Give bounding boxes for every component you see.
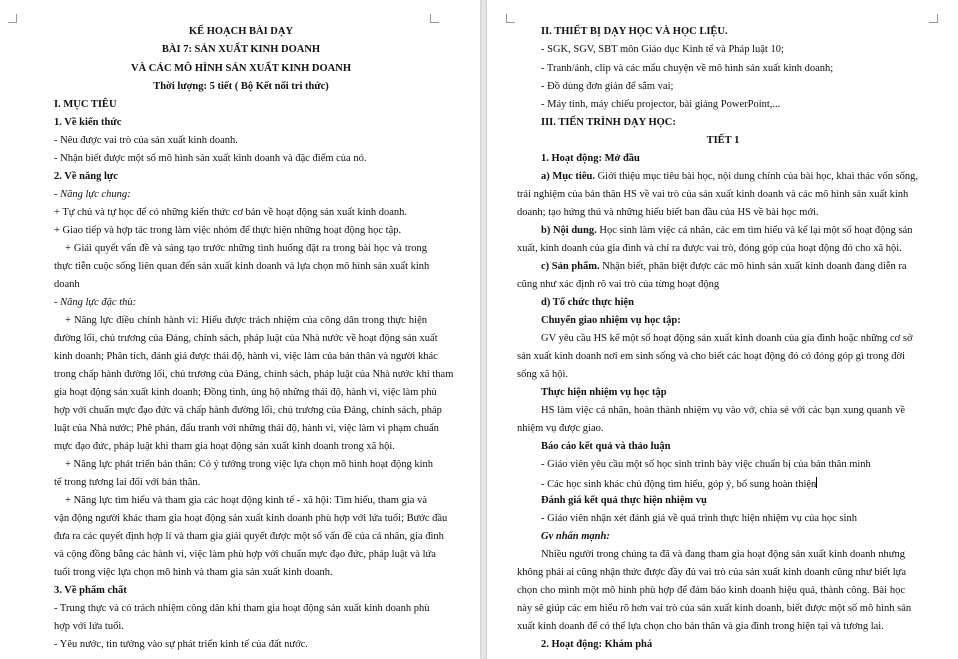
- item-label: c) Sản phẩm.: [541, 261, 600, 272]
- paragraph-line: luật của Nhà nước; Phê phán, đấu tranh với những thái độ, hành vi, việc làm vi phạm chuẩn: [54, 423, 439, 434]
- paragraph-line: hợp với chuẩn mực đạo đức và chấp hành đường lối, chủ trương của Đảng, chính sách, pháp: [54, 405, 442, 416]
- paragraph-line: + Giao tiếp và hợp tác trong làm việc nhóm để thực hiện những hoạt động học tập.: [54, 225, 402, 236]
- paragraph-line: đưa ra các quyết định hợp lí và tham gia giải quyết được một số vấn đề của cá nhân, gia đình: [54, 531, 444, 542]
- section-heading: II. THIẾT BỊ DẠY HỌC VÀ HỌC LIỆU.: [541, 26, 728, 37]
- paragraph-line: + Giải quyết vấn đề và sáng tạo trước những tình huống đặt ra trong bài học và trong: [65, 243, 427, 254]
- paragraph-line: doanh; tạo hứng thú và những hiểu biết ban đầu của HS về bài học mới.: [517, 207, 819, 218]
- paragraph-line: [541, 171, 919, 183]
- paragraph-line: vận động người khác tham gia hoạt động sản xuất kinh doanh phù hợp với lứa tuổi; Bước đầu: [54, 513, 448, 524]
- item-label: a) Mục tiêu.: [541, 171, 595, 182]
- paragraph-line: gia hoạt động sản xuất kinh doanh; Đồng tình, ủng hộ những thái độ, hành vi, việc làm phù: [54, 387, 437, 398]
- paragraph-line: Nhiều người trong chúng ta đã và đang tham gia hoạt động sản xuất kinh doanh nhưng: [541, 549, 905, 560]
- paragraph-line: - Yêu nước, tin tưởng vào sự phát triển kinh tế của đất nước.: [54, 639, 308, 650]
- paragraph-line: mực đạo đức, pháp luật khi tham gia hoạt động sản xuất kinh doanh trong xã hội.: [54, 441, 395, 452]
- paragraph-line: sống xã hội.: [517, 369, 569, 380]
- paragraph-line: - Nêu được vai trò của sản xuất kinh doanh.: [54, 135, 238, 146]
- paragraph-line: hợp với lứa tuổi.: [54, 621, 124, 632]
- paragraph-line: + Năng lực điều chỉnh hành vi: Hiểu được trách nhiệm của công dân trong thực hiện: [65, 315, 427, 326]
- paragraph-line: không phải ai cũng nhận thức được đầy đủ vai trò của sản xuất kinh doanh cũng như biết lựa: [517, 567, 907, 578]
- paragraph-line: doanh: [54, 279, 80, 290]
- paragraph-line: - Năng lực chung:: [54, 189, 131, 200]
- paragraph-line: + Tự chủ và tự học để có những kiến thức cơ bản về hoạt động sản xuất kinh doanh.: [54, 207, 408, 218]
- lesson-subtitle: VÀ CÁC MÔ HÌNH SẢN XUẤT KINH DOANH: [130, 63, 352, 74]
- paragraph-line: cũng như xác định rõ vai trò của từng hoạt động: [517, 279, 720, 290]
- paragraph-line: tế trong tương lai đối với bản thân.: [54, 477, 201, 488]
- inline-text: Học sinh làm việc cá nhân, các em tìm hiểu và kể lại một số hoạt động sản: [596, 225, 913, 236]
- inline-text: - Các học sinh khác chủ động tìm hiểu, góp ý, bổ sung hoàn thiện: [541, 479, 817, 490]
- activity-heading: 2. Hoạt động: Khám phá: [541, 639, 653, 650]
- step-heading: Thực hiện nhiệm vụ học tập: [541, 387, 667, 398]
- doc-title: KẾ HOẠCH BÀI DẠY: [188, 26, 294, 37]
- item-label: b) Nội dung.: [541, 225, 597, 236]
- step-heading: Đánh giá kết quả thực hiện nhiệm vụ: [541, 495, 707, 506]
- inline-text: Nhận biết, phân biệt được các mô hình sản xuất kinh doanh đang diễn ra: [599, 261, 907, 272]
- step-heading: Báo cáo kết quả và thảo luận: [541, 441, 671, 452]
- subsection-heading: 2. Về năng lực: [54, 171, 118, 182]
- paragraph-line: - Trung thực và có trách nhiệm công dân khi tham gia hoạt động sản xuất kinh doanh phù: [54, 603, 430, 614]
- paragraph-line: xuất kinh doanh để có thể lựa chọn cho bản thân và gia đình trong hiện tại và tương lai.: [517, 621, 884, 632]
- paragraph-line: tuổi trong việc lựa chọn mô hình và tham gia sản xuất kinh doanh.: [54, 567, 333, 578]
- paragraph-line: xuất, kinh doanh của gia đình và chỉ ra được vai trò, đóng góp của hoạt động đó cho xã hội.: [517, 243, 902, 254]
- paragraph-line: trải nghiệm của bản thân HS về vai trò của sản xuất kinh doanh và các mô hình sản xuất kinh: [517, 189, 909, 200]
- paragraph-line: - Giáo viên yêu cầu một số học sinh trình bày việc chuẩn bị của bản thân mình: [541, 459, 871, 470]
- paragraph-line: đường lối, chủ trương của Đảng, chính sách, pháp luật của Nhà nước về hoạt động sản xuất: [54, 333, 438, 344]
- subsection-heading: 1. Về kiến thức: [54, 117, 122, 128]
- paragraph-line: và cộng đồng bằng các hành vi, việc làm phù hợp với chuẩn mực đạo đức, pháp luật và lứa: [54, 549, 436, 560]
- paragraph-line: GV yêu cầu HS kể một số hoạt động sản xuất kinh doanh của gia đình hoặc những cơ sở: [541, 333, 913, 344]
- paragraph-line: - Nhận biết được một số mô hình sản xuất kinh doanh và đặc điểm của nó.: [54, 153, 367, 164]
- section-heading: III. TIẾN TRÌNH DẠY HỌC:: [541, 117, 676, 128]
- paragraph-line: chọn cho mình một mô hình phù hợp để đảm bảo kinh doanh hiệu quả, thành công. Bài học: [517, 585, 905, 596]
- paragraph-line: sản xuất kinh doanh nơi em sinh sống và cho biết các hoạt động đó có đóng góp gì trong đời: [517, 351, 905, 362]
- paragraph-line: thực tiễn cuộc sống liên quan đến sản xuất kinh doanh và lựa chọn mô hình sản xuất kinh: [54, 261, 430, 272]
- section-heading: I. MỤC TIÊU: [54, 99, 117, 110]
- item-heading: d) Tổ chức thực hiện: [541, 297, 634, 308]
- step-heading: Chuyển giao nhiệm vụ học tập:: [541, 315, 681, 326]
- paragraph-line: - Đồ dùng đơn giản để sắm vai;: [541, 81, 674, 92]
- paragraph-line: kinh doanh; Phân tích, đánh giá được thái độ, hành vi, việc làm của bản thân và người khác: [54, 351, 438, 362]
- text-cursor: [816, 477, 817, 488]
- subsection-heading: 3. Về phẩm chất: [54, 585, 127, 596]
- crop-mark-top-right: [430, 14, 439, 23]
- crop-mark-top-left: [8, 14, 17, 23]
- paragraph-line: trong chấp hành đường lối, chủ trương của Đảng, chính sách, pháp luật của Nhà nước khi tham: [54, 369, 454, 380]
- activity-heading: 1. Hoạt động: Mở đầu: [541, 153, 640, 164]
- paragraph-line: - Tranh/ảnh, clip và các mẩu chuyện về mô hình sản xuất kinh doanh;: [541, 63, 834, 74]
- paragraph-line: [541, 225, 913, 237]
- paragraph-line: HS làm việc cá nhân, hoàn thành nhiệm vụ vào vở, chia sẻ với các bạn xung quanh về: [541, 405, 905, 416]
- inline-text: Giới thiệu mục tiêu bài học, nội dung chính của bài học, khai thác vốn sống,: [594, 171, 919, 182]
- crop-mark-top-right: [929, 14, 938, 23]
- paragraph-line: - Máy tính, máy chiếu projector, bài giảng PowerPoint,...: [541, 99, 781, 110]
- paragraph-line: - Năng lực đặc thù:: [54, 297, 137, 308]
- paragraph-line: + Năng lực phát triển bản thân: Có ý tưởng trong việc lựa chọn mô hình hoạt động kinh: [65, 459, 433, 470]
- period-heading: TIẾT 1: [706, 135, 740, 146]
- duration-line: Thời lượng: 5 tiết ( Bộ Kết nối tri thức): [153, 81, 329, 92]
- paragraph-line: + Năng lực tìm hiểu và tham gia các hoạt động kinh tế - xã hội: Tìm hiểu, tham gia và: [65, 495, 427, 506]
- lesson-title: BÀI 7: SẢN XUẤT KINH DOANH: [161, 44, 321, 55]
- paragraph-line: - SGK, SGV, SBT môn Giáo dục Kinh tế và Pháp luật 10;: [541, 44, 784, 55]
- paragraph-line: [541, 261, 905, 273]
- document-page-right: [487, 0, 958, 659]
- paragraph-line: [541, 477, 817, 491]
- paragraph-line: nhiệm vụ được giao.: [517, 423, 604, 434]
- emphasis-heading: Gv nhấn mạnh:: [541, 531, 610, 542]
- paragraph-line: - Giáo viên nhận xét đánh giá về quá trình thực hiện nhiệm vụ của học sinh: [541, 513, 857, 524]
- crop-mark-top-left: [506, 14, 515, 23]
- paragraph-line: này sẽ giúp các em hiểu rõ hơn vai trò của sản xuất kinh doanh, biết được một số mô hình sản: [517, 603, 912, 614]
